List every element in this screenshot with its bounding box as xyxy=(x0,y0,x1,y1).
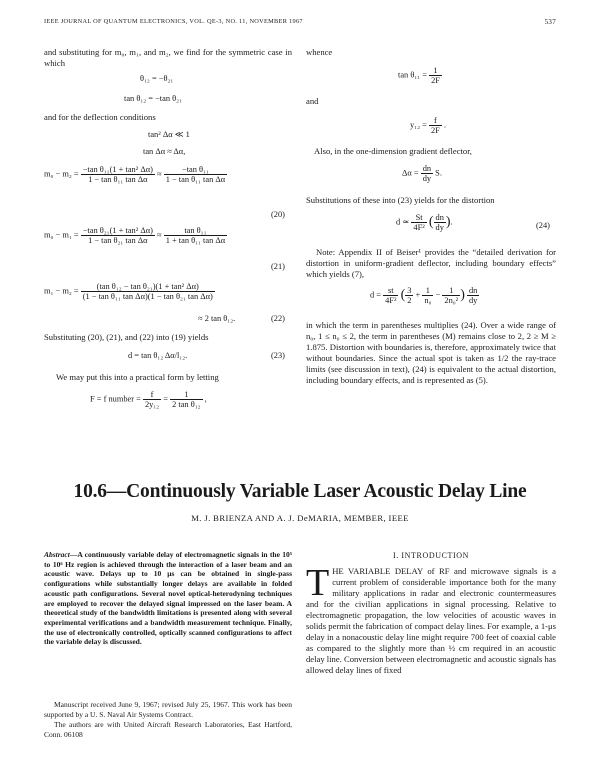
eq-23: d = tan θ₁₂ Δα/l₁₂. xyxy=(128,351,188,360)
eq-y-num: f xyxy=(429,116,442,126)
substituting-text: Substituting (20), (21), and (22) into (19) yields xyxy=(44,332,209,342)
section-heading-introduction: I. INTRODUCTION xyxy=(392,551,470,560)
page-number: 537 xyxy=(544,18,556,26)
eq21-num2: tan θ₁₁ xyxy=(164,226,227,236)
eq7-a-den: 4F² xyxy=(385,296,397,305)
eq-tanF xyxy=(398,66,442,85)
eq-da-tail: S. xyxy=(435,168,442,178)
eq22-frac xyxy=(81,282,215,301)
left-intro-paragraph: and substituting for m₀, m₁, and m₂, we find for the symmetric case in which xyxy=(44,47,292,68)
eq-y-tail: . xyxy=(443,120,446,130)
eq7-b-den: 2 xyxy=(407,296,412,305)
eq7-lhs: d = xyxy=(370,290,382,300)
abstract-text: —A continuously variable delay of electromagnetic signals in the 10⁵ to 10⁶ Hz region is achieved through the interaction of a laser beam and an acoustic wave. Delays up to 10 μs can be obtained in single-pass configurations while substantially longer delays are available in folded acoustic path configurations. Several novel optical-heterodyning techniques are employed to recover the delayed signal impressed on the laser beam. A theoretical study of the bandwidth limitations is presented along with several experimental verifications and a bandwidth measurement technique. Finally, the use of electronically controlled, optically scanned configurations to affect the variable delay is discussed. xyxy=(44,550,292,647)
eq-tan12: tan θ₁₂ = −tan θ₂₁ xyxy=(124,94,182,103)
eq24-inner-frac xyxy=(434,213,446,232)
eqF-den2: 2 tan θ₁₂ xyxy=(172,400,201,409)
eqF-tail: , xyxy=(204,394,207,404)
eq-tan2: tan² Δα ≪ 1 xyxy=(148,130,190,139)
eqF-frac2 xyxy=(170,390,202,409)
eq22-num: (tan θ₁₂ − tan θ₂₁)(1 + tan² Δα) xyxy=(81,282,215,292)
eq7-frac-c xyxy=(422,286,433,305)
eq-tanF-lhs: tan θ₁₁ = xyxy=(398,70,427,80)
eq-da-den: dy xyxy=(422,174,432,183)
article-title: 10.6—Continuously Variable Laser Acoustic Delay Line xyxy=(73,481,527,502)
eq21-frac1 xyxy=(81,226,155,245)
author-affiliation: The authors are with United Aircraft Research Laboratories, East Hartford, Conn. 06108 xyxy=(44,720,292,739)
eq20-number: (20) xyxy=(271,210,285,219)
eq21-den: 1 − tan θ₂₁ tan Δα xyxy=(88,236,148,245)
eq-da-num: dn xyxy=(422,164,432,173)
eqF-frac1 xyxy=(143,390,161,409)
eq24-num: St xyxy=(411,213,426,223)
eq21-number: (21) xyxy=(271,262,285,271)
abstract-label: Abstract xyxy=(44,550,70,559)
eq20-frac2 xyxy=(164,165,227,184)
equation-22 xyxy=(44,282,215,301)
eq-tanF-den: 2F xyxy=(431,76,440,85)
eq7-d-den: 2n₀² xyxy=(444,296,459,305)
eq22-lhs: m₁ − m₂ = xyxy=(44,286,79,296)
whence-text: whence xyxy=(306,47,333,57)
substitutions-text: Substitutions of these into (23) yields for the distortion xyxy=(306,195,495,205)
eq-y12 xyxy=(410,116,446,135)
eq7-c-num: 1 xyxy=(422,286,433,296)
eqF-num1: f xyxy=(143,390,161,400)
eq21-lhs: m₀ − m₁ = xyxy=(44,230,79,240)
note-paragraph: Note: Appendix II of Beiser¹ provides the “detailed derivation for distortion in uniform-gradient deflector, including boundary effects” which yields (7), xyxy=(306,247,556,279)
eq24-frac xyxy=(411,213,426,232)
eq-da-frac xyxy=(421,164,433,183)
eq20-lhs: m₀ − m₂ = xyxy=(44,169,79,179)
eq7-frac-a xyxy=(383,286,398,305)
eq20-den2: 1 − tan θ₁₁ tan Δα xyxy=(165,175,226,184)
eq22-number: (22) xyxy=(271,314,285,323)
eq7-frac-e xyxy=(467,286,479,305)
manuscript-note: Manuscript received June 9, 1967; revised July 25, 1967. This work has been supported by a U. S. Naval Air Systems Contract. xyxy=(44,700,292,719)
eq-y-frac xyxy=(429,116,442,135)
eq20-num2: −tan θ₁₁ xyxy=(164,165,227,175)
eq7-frac-d xyxy=(442,286,460,305)
eq20-num: −tan θ₁₁(1 + tan² Δα) xyxy=(82,165,153,174)
abstract xyxy=(44,550,292,647)
eq22-den: (1 − tan θ₁₁ tan Δα)(1 − tan θ₂₁ tan Δα) xyxy=(82,292,213,301)
deflection-text: and for the deflection conditions xyxy=(44,112,156,122)
eq-delta-alpha xyxy=(402,164,442,183)
eq20-frac1 xyxy=(81,165,155,184)
introduction-text: HE VARIABLE DELAY of RF and microwave signals is a current problem of considerable importance both for the many military applications in radar and electronic countermeasures and for the civilian applications in signal processing. Relative to electromagnetic propagation, the low velocities of acoustic waves in solids permit the fabrication of compact delay lines. For example, a 1-μs delay in a nonacoustic delay line might require 700 feet of coaxial cable as compared to the slightly more than ½ cm required in an acoustic delay line. Conversion between electromagnetic and acoustic signals has allowed delay lines of fixed xyxy=(306,566,556,675)
drop-cap: T xyxy=(306,562,330,604)
eq24-lhs: d ≃ xyxy=(396,217,410,227)
eq21-den2: 1 + tan θ₁₁ tan Δα xyxy=(165,236,226,245)
eq-tanF-frac xyxy=(429,66,442,85)
eq21-frac2 xyxy=(164,226,227,245)
eqF-num2: 1 xyxy=(170,390,202,400)
eq7-b-num: 3 xyxy=(407,286,412,295)
eq-da-lhs: Δα = xyxy=(402,168,419,178)
equation-20: m₀ − m₂ = $\frac{\text{−tan θ₁₁(1 + tan² Δα)}}{\text{1 − tan θ₁₁ tan Δα}}$ ≈ $\frac{\text{−tan θ₁₁}}{\text{1 − tan θ₁₁ tan Δα}}$ xyxy=(44,165,226,184)
eq22-approx: ≈ 2 tan θ₁₂. xyxy=(198,314,236,323)
eq24-den: 4F² xyxy=(413,223,425,232)
introduction-paragraph xyxy=(306,562,556,676)
journal-header: IEEE JOURNAL OF QUANTUM ELECTRONICS, VOL. QE-3, NO. 11, NOVEMBER 1967 xyxy=(44,18,303,25)
eq20-den: 1 − tan θ₁₁ tan Δα xyxy=(88,175,148,184)
eqF-lhs: F = f number = xyxy=(90,394,141,404)
eq7-a-num: st xyxy=(383,286,398,296)
eq24-inner-num: dn xyxy=(435,213,444,222)
eq-tanF-num: 1 xyxy=(429,66,442,76)
eq24-number: (24) xyxy=(536,221,550,230)
eqF-den1: 2y₁₂ xyxy=(144,400,160,409)
eq-y-lhs: y₁₂ = xyxy=(410,120,427,130)
eq-y-den: 2F xyxy=(430,126,440,135)
equation-fnumber: F = f number = $\frac{f}{\text{2y₁₂}}$ = $\frac{1}{\text{2 tan θ₁₂}}$ , xyxy=(90,390,207,409)
equation-21: m₀ − m₁ = $\frac{\text{−tan θ₂₁(1 + tan² Δα)}}{\text{1 − tan θ₂₁ tan Δα}}$ ≈ $\frac{\text{tan θ₁₁}}{\text{1 + tan θ₁₁ tan Δα}}$ xyxy=(44,226,226,245)
eq7-e-num: dn xyxy=(468,286,478,295)
equation-24: d ≃ $\frac{St}{\text{4F²}}$ ( $\frac{dn}{dy}$ ). xyxy=(396,213,453,232)
eq21-num: −tan θ₂₁(1 + tan² Δα) xyxy=(82,226,153,235)
eq24-inner-den: dy xyxy=(435,223,444,232)
gradient-text: Also, in the one-dimension gradient deflector, xyxy=(314,146,472,156)
eq7-frac-b xyxy=(405,286,413,305)
right-body-paragraph: in which the term in parentheses multiplies (24). Over a wide range of n₀, 1 ≤ n₀ ≤ 2, the term in parentheses (M) remains close to 2, 2 ≥ M ≥ 1.875. Distortion with boundaries is, therefore, approximately twice that without boundaries. Since the actual spot is taken as 1/2 the ray-trace limits (see discussion in text), (24) is equivalent to the actual distortion, including boundary effects, and is represented as (5). xyxy=(306,320,556,385)
eq7-c-den: n₀ xyxy=(424,296,432,305)
eq7-e-den: dy xyxy=(468,296,478,305)
practical-text: We may put this into a practical form by letting xyxy=(56,372,219,382)
running-header xyxy=(44,18,556,25)
eq23-number: (23) xyxy=(271,351,285,360)
and-text: and xyxy=(306,96,319,106)
eq7-d-num: 1 xyxy=(442,286,460,296)
equation-7: d = $\frac{st}{\text{4F²}}$ ( $\frac{3}{2}$ + $\frac{1}{\text{n₀}}$ − $\frac{1}{\text{2n₀²}}$ ) $\frac{dn}{dy}$ xyxy=(370,286,478,305)
article-authors: M. J. BRIENZA AND A. J. DeMARIA, MEMBER, IEEE xyxy=(191,513,409,523)
eq-theta12: θ₁₂ = −θ₂₁ xyxy=(140,74,174,83)
eq-tanapprox: tan Δα ≈ Δα, xyxy=(143,147,186,156)
